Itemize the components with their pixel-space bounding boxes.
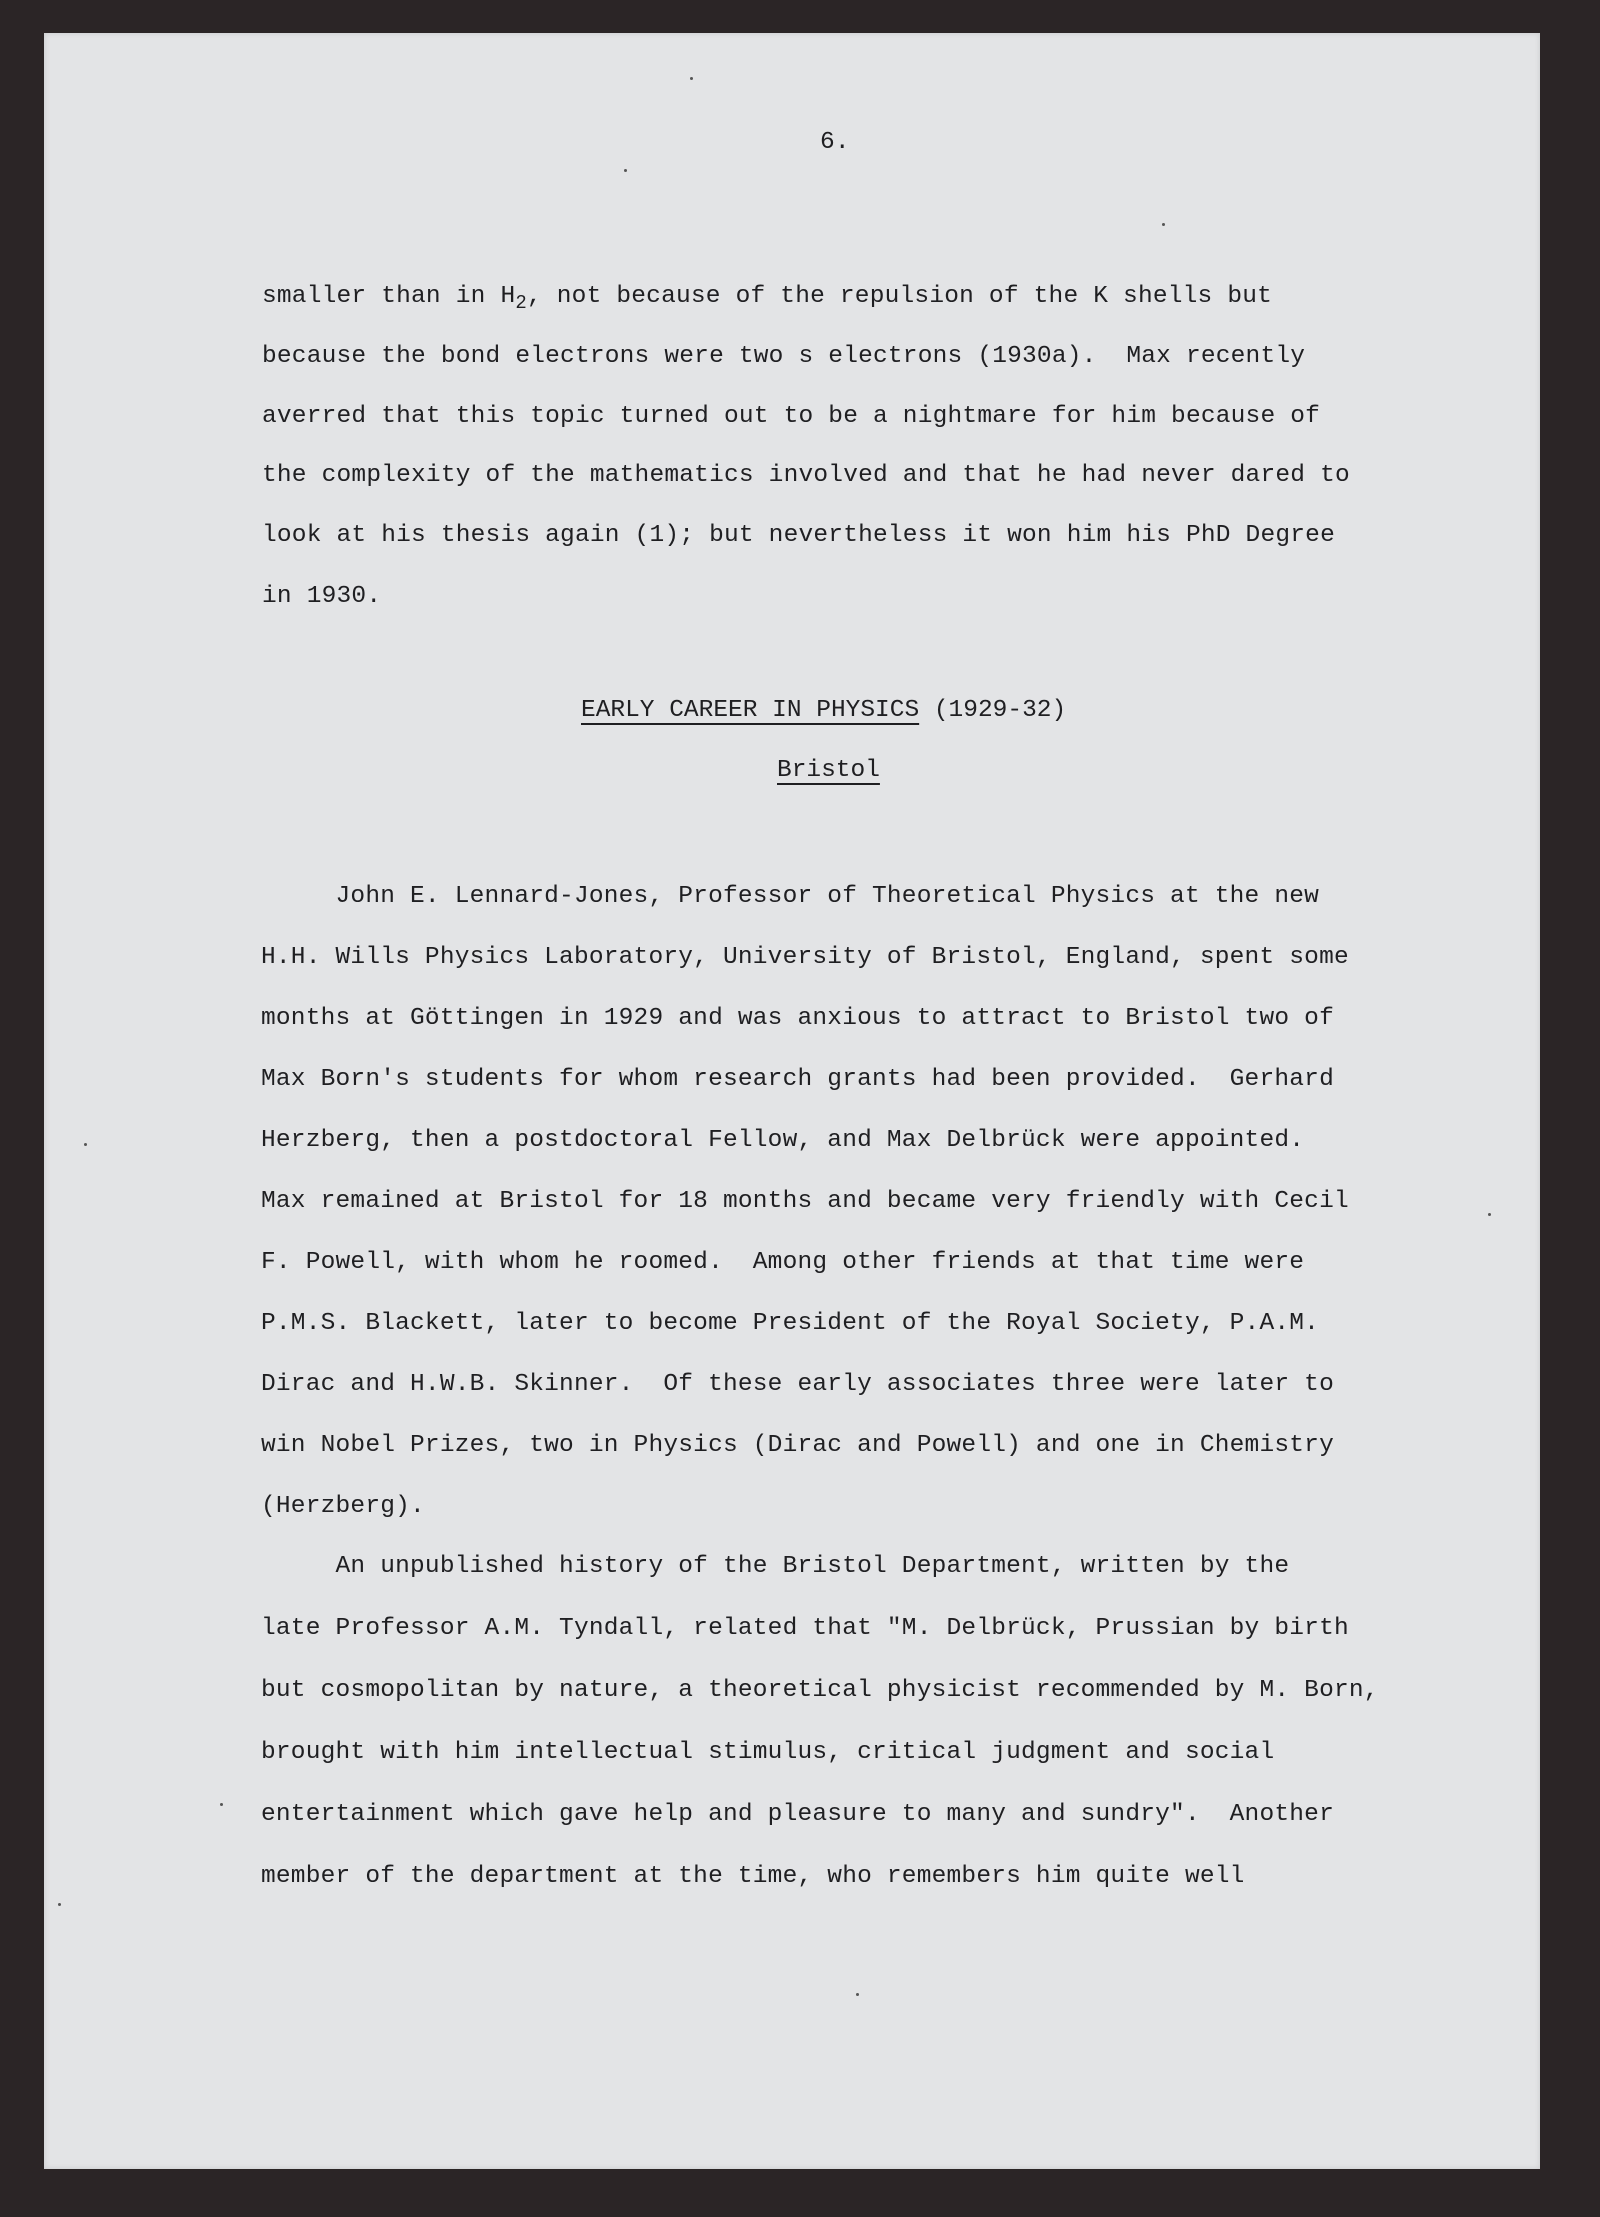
paper-speck [856, 1993, 859, 1996]
paragraph-1-line-1: smaller than in $H_2$, not because of the repulsion of the K shells but [262, 283, 1273, 314]
paper-speck [624, 169, 627, 172]
paragraph-1-line-2: because the bond electrons were two s electrons (1930a). Max recently [262, 343, 1306, 370]
paper-speck [58, 1903, 61, 1906]
paragraph-3-line-6: member of the department at the time, who remembers him quite well [261, 1863, 1245, 1890]
paragraph-1-line-3: averred that this topic turned out to be a nightmare for him because of [262, 403, 1321, 430]
section-heading [581, 697, 1066, 724]
page-number: 6. [820, 129, 850, 156]
paragraph-2-line-2: H.H. Wills Physics Laboratory, University of Bristol, England, spent some [261, 944, 1349, 971]
paragraph-1-line-5: look at his thesis again (1); but nevertheless it won him his PhD Degree [262, 522, 1335, 549]
paragraph-2-line-5: Herzberg, then a postdoctoral Fellow, and Max Delbrück were appointed. [261, 1127, 1305, 1154]
section-subtitle: Bristol [777, 757, 880, 784]
paragraph-2-line-1: John E. Lennard-Jones, Professor of Theoretical Physics at the new [261, 883, 1320, 910]
subscript-2: 2 [515, 292, 527, 314]
paper-speck [1162, 223, 1165, 226]
paragraph-3-line-5: entertainment which gave help and pleasure to many and sundry". Another [261, 1801, 1334, 1828]
paragraph-3-line-3: but cosmopolitan by nature, a theoretical physicist recommended by M. Born, [261, 1677, 1379, 1704]
paragraph-2-line-7: F. Powell, with whom he roomed. Among other friends at that time were [261, 1249, 1305, 1276]
section-years: (1929-32) [933, 697, 1067, 724]
paragraph-2-line-8: P.M.S. Blackett, later to become President of the Royal Society, P.A.M. [261, 1310, 1320, 1337]
paragraph-2-line-3: months at Göttingen in 1929 and was anxious to attract to Bristol two of [261, 1005, 1334, 1032]
paragraph-2-line-11: (Herzberg). [261, 1493, 425, 1520]
paragraph-3-line-4: brought with him intellectual stimulus, critical judgment and social [261, 1739, 1275, 1766]
paragraph-2-line-10: win Nobel Prizes, two in Physics (Dirac and Powell) and one in Chemistry [261, 1432, 1334, 1459]
document-page [44, 33, 1540, 2169]
paragraph-2-line-4: Max Born's students for whom research grants had been provided. Gerhard [261, 1066, 1334, 1093]
paper-speck [220, 1803, 223, 1806]
paragraph-1-line-4: the complexity of the mathematics involved and that he had never dared to [262, 462, 1350, 489]
paragraph-2-line-9: Dirac and H.W.B. Skinner. Of these early associates three were later to [261, 1371, 1334, 1398]
paper-speck [690, 77, 693, 80]
section-title: EARLY CAREER IN PHYSICS [581, 697, 920, 724]
paper-speck [1488, 1213, 1491, 1216]
paragraph-2-line-6: Max remained at Bristol for 18 months and became very friendly with Cecil [261, 1188, 1349, 1215]
paper-speck [84, 1143, 87, 1146]
paragraph-3-line-2: late Professor A.M. Tyndall, related that "M. Delbrück, Prussian by birth [261, 1615, 1349, 1642]
section-subheading [777, 757, 880, 784]
paragraph-1-line-6: in 1930. [262, 583, 382, 610]
paragraph-3-line-1: An unpublished history of the Bristol Department, written by the [261, 1553, 1290, 1580]
